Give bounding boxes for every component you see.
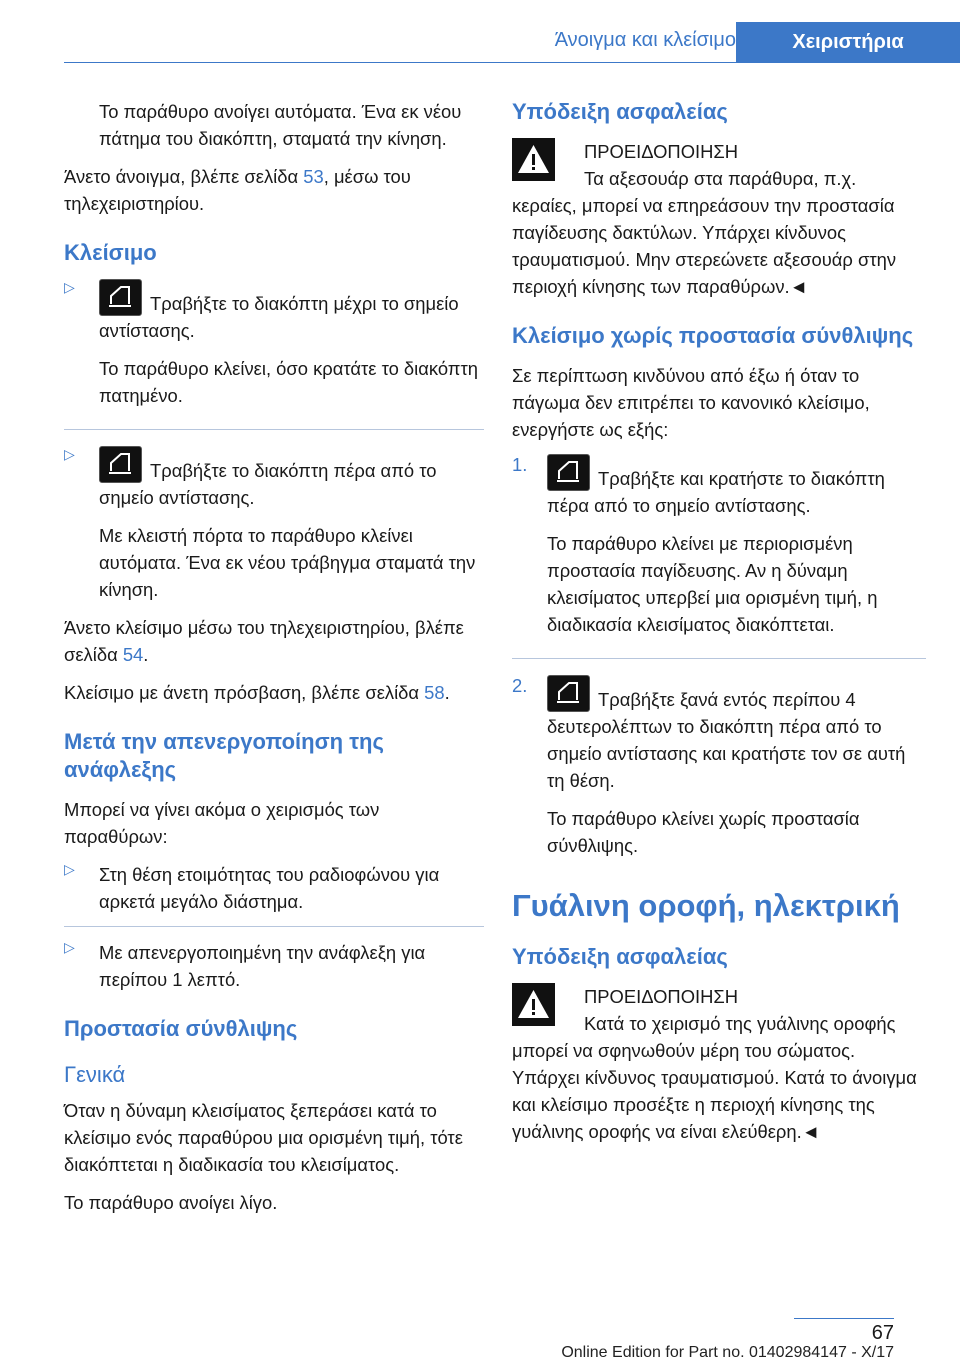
step-number: 1. <box>512 454 528 475</box>
page-link[interactable]: 58 <box>424 682 445 703</box>
heading-glass-roof: Γυάλινη οροφή, ηλεκτρική <box>512 888 900 923</box>
warning-title: ΠΡΟΕΙΔΟΠΟΙΗΣΗ <box>584 141 739 162</box>
right-column <box>512 98 926 1156</box>
divider <box>512 658 926 659</box>
paragraph: Όταν η δύναμη κλεισίματος ξεπεράσει κατά το κλείσιμο ενός παραθύρου μια ορισμένη τιμή, τότε διακόπτεται η διαδικασία του κλεισίματος. <box>64 1100 463 1175</box>
paragraph: Σε περίπτωση κινδύνου από έξω ή όταν το πάγωμα δεν επιτρέπει το κανονικό κλείσιμο, ενεργήστε ως εξής: <box>512 365 870 440</box>
paragraph: Κλείσιμο με άνετη πρόσβαση, βλέπε σελίδα 58. <box>64 682 450 703</box>
list-item: ▷ Στη θέση ετοιμότητας του ραδιοφώνου για αρκετά μεγάλο διάστημα. <box>64 861 440 912</box>
bullet-icon: ▷ <box>64 279 75 295</box>
window-switch-icon <box>99 279 142 316</box>
page-header <box>64 22 960 63</box>
window-switch-icon <box>99 446 142 483</box>
divider <box>64 429 484 430</box>
warning-box <box>512 138 926 165</box>
warning-box <box>512 983 926 1010</box>
paragraph: Το παράθυρο κλείνει, όσο κρατάτε το διακόπτη πατημένο. <box>99 358 478 406</box>
page-footer <box>64 1318 894 1360</box>
list-item: ▷ Με απενεργοποιημένη την ανάφλεξη για περίπου 1 λεπτό. <box>64 939 426 990</box>
header-chapter-tab: Χειριστήρια <box>736 22 960 62</box>
divider <box>64 926 484 927</box>
window-switch-icon <box>547 675 590 712</box>
warning-text: Κατά το χειρισμό της γυάλινης οροφής μπορεί να σφηνωθούν μέρη του σώματος. Υπάρχει κίνδυνος τραυματισμού. Κατά το άνοιγμα και κλείσιμο προσέξτε η περιοχή κίνησης της γυάλινης οροφής να είναι ελεύθερη.◄ <box>512 1013 917 1142</box>
heading-pinch-protection: Προστασία σύνθλιψης <box>64 1016 298 1041</box>
bullet-icon: ▷ <box>64 446 75 462</box>
warning-title: ΠΡΟΕΙΔΟΠΟΙΗΣΗ <box>584 986 739 1007</box>
paragraph: Το παράθυρο ανοίγει λίγο. <box>64 1192 278 1213</box>
header-section-title: Άνοιγμα και κλείσιμο <box>554 29 736 51</box>
page-link[interactable]: 54 <box>122 644 144 665</box>
bullet-icon: ▷ <box>64 939 75 955</box>
page-number: 67 <box>871 1322 894 1344</box>
warning-icon <box>512 138 555 181</box>
paragraph: Το παράθυρο ανοίγει αυτόματα. Ένα εκ νέου πάτημα του διακόπτη, σταματά την κίνηση. <box>99 101 462 149</box>
paragraph: Μπορεί να γίνει ακόμα ο χειρισμός των παραθύρων: <box>64 799 380 847</box>
list-item: 1. Τραβήξτε και κρατήστε το διακόπτη πέρα από το σημείο αντίστασης. Το παράθυρο κλείνει με περιορισμένη προστασία παγίδευσης. Αν η δύναμη κλεισίματος υπερβεί μια ορισμένη τιμή, η διαδικασία κλεισίματος διακόπτεται. <box>512 454 926 638</box>
left-column <box>64 98 484 1227</box>
page-link[interactable]: 53 <box>303 166 324 187</box>
heading-close-no-protection: Κλείσιμο χωρίς προστασία σύνθλιψης <box>512 323 914 348</box>
warning-text: Τα αξεσουάρ στα παράθυρα, π.χ. κεραίες, μπορεί να επηρεάσουν την προστασία παγίδευσης δακτύλων. Υπάρχει κίνδυνος τραυματισμού. Μην στερεώνετε αξεσουάρ στην περιοχή κίνησης των παραθύρων.◄ <box>512 168 897 297</box>
heading-safety-note: Υπόδειξη ασφαλείας <box>512 944 728 969</box>
heading-close: Κλείσιμο <box>64 240 157 265</box>
list-item: 2. Τραβήξτε ξανά εντός περίπου 4 δευτερολέπτων το διακόπτη πέρα από το σημείο αντίστασης και κρατήστε τον σε αυτή τη θέση. Το παράθυρο κλείνει χωρίς προστασία σύνθλιψης. <box>512 675 926 859</box>
paragraph: Άνετο άνοιγμα, βλέπε σελίδα 53, μέσω του τηλεχειριστηρίου. <box>64 166 411 214</box>
footer-rule <box>794 1318 894 1319</box>
heading-after-ignition: Μετά την απενεργοποίηση της ανάφλεξης <box>64 729 384 782</box>
paragraph: Άνετο κλείσιμο μέσω του τηλεχειριστηρίου, βλέπε σελίδα 54. <box>64 617 464 665</box>
paragraph: Το παράθυρο κλείνει με περιορισμένη προστασία παγίδευσης. Αν η δύναμη κλεισίματος υπερβεί μια ορισμένη τιμή, η διαδικασία κλεισίματος διακόπτεται. <box>547 533 878 635</box>
bullet-icon: ▷ <box>64 861 75 877</box>
warning-icon <box>512 983 555 1026</box>
list-item: ▷ Τραβήξτε το διακόπτη πέρα από το σημείο αντίστασης. Με κλειστή πόρτα το παράθυρο κλείνει αυτόματα. Ένα εκ νέου τράβηγμα σταματά την κίνηση. <box>64 446 484 603</box>
edition-note: Online Edition for Part no. 01402984147 - X/17 <box>561 1344 894 1361</box>
step-number: 2. <box>512 675 528 696</box>
window-switch-icon <box>547 454 590 491</box>
list-item: ▷ Τραβήξτε το διακόπτη μέχρι το σημείο αντίστασης. Το παράθυρο κλείνει, όσο κρατάτε το διακόπτη πατημένο. <box>64 279 484 409</box>
paragraph: Το παράθυρο κλείνει χωρίς προστασία σύνθλιψης. <box>547 808 860 856</box>
heading-safety-note: Υπόδειξη ασφαλείας <box>512 99 728 124</box>
subheading-general: Γενικά <box>64 1062 126 1087</box>
paragraph: Με κλειστή πόρτα το παράθυρο κλείνει αυτόματα. Ένα εκ νέου τράβηγμα σταματά την κίνηση. <box>99 525 476 600</box>
